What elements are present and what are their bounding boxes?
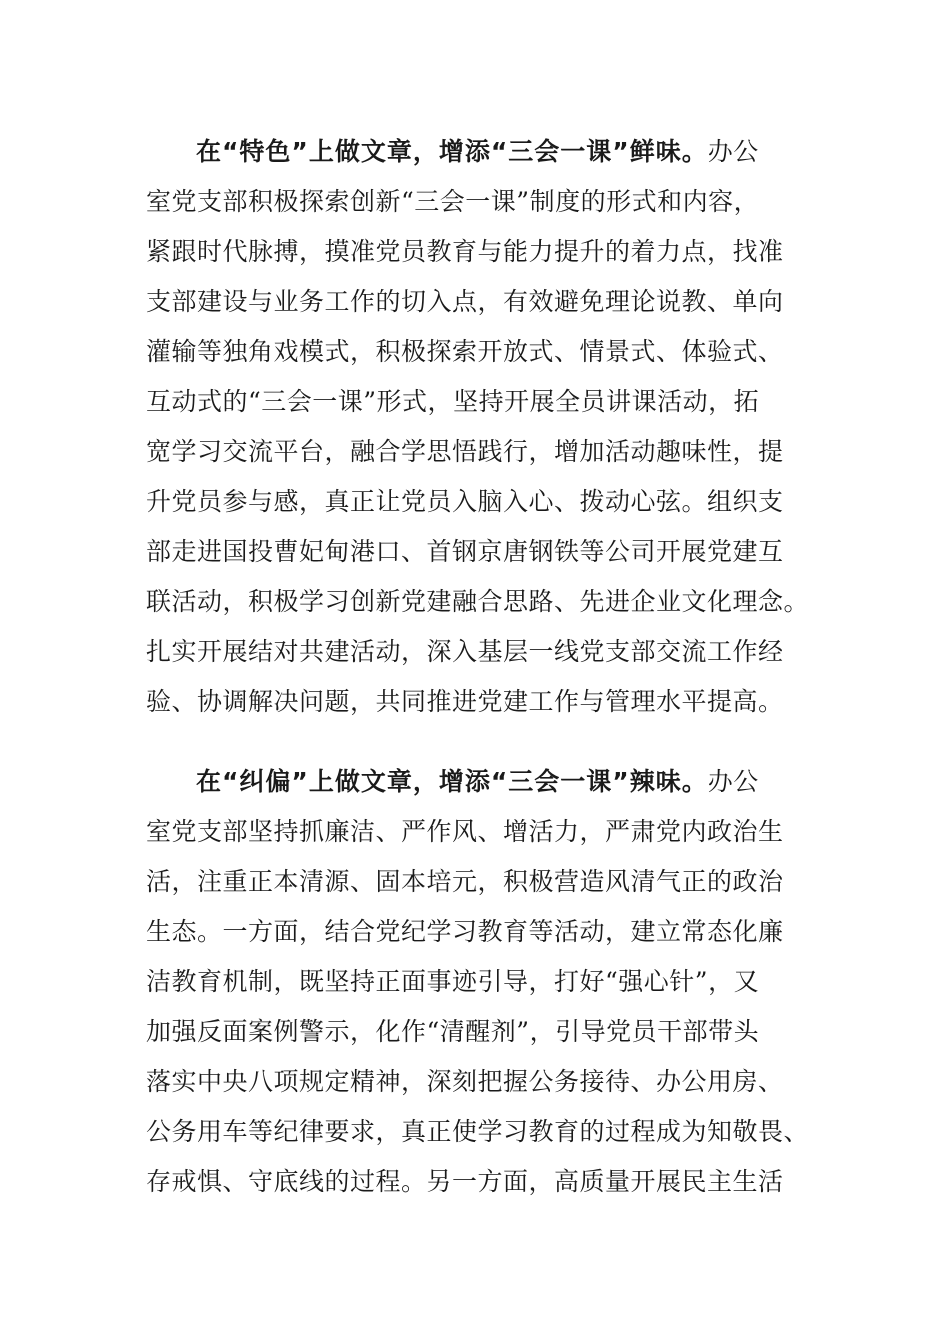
paragraph-text: 办公: [707, 137, 759, 166]
paragraph-line: 支部建设与业务工作的切入点，有效避免理论说教、单向: [146, 287, 784, 316]
paragraph-characteristics: [146, 127, 810, 727]
paragraph-line: 升党员参与感，真正让党员入脑入心、拨动心弦。组织支: [146, 487, 784, 516]
paragraph-first-line: [146, 757, 806, 807]
paragraph-heading: 在“纠偏”上做文章，增添“三会一课”辣味。: [196, 767, 708, 796]
paragraph-line: 活，注重正本清源、固本培元，积极营造风清气正的政治: [146, 867, 784, 896]
paragraph-line: 扎实开展结对共建活动，深入基层一线党支部交流工作经: [146, 637, 784, 666]
paragraph-line: 联活动，积极学习创新党建融合思路、先进企业文化理念。: [146, 587, 810, 616]
paragraph-line: 灌输等独角戏模式，积极探索开放式、情景式、体验式、: [146, 337, 784, 366]
paragraph-line: 部走进国投曹妃甸港口、首钢京唐钢铁等公司开展党建互: [146, 537, 784, 566]
paragraph-line: 落实中央八项规定精神，深刻把握公务接待、办公用房、: [146, 1067, 784, 1096]
paragraph-line: 验、协调解决问题，共同推进党建工作与管理水平提高。: [146, 687, 784, 716]
paragraph-line: 宽学习交流平台，融合学思悟践行，增加活动趣味性，提: [146, 437, 784, 466]
paragraph-first-line: [146, 127, 806, 177]
paragraph-line: 公务用车等纪律要求，真正使学习教育的过程成为知敬畏、: [146, 1117, 810, 1146]
paragraph-text: 办公: [707, 767, 759, 796]
paragraph-line: 室党支部坚持抓廉洁、严作风、增活力，严肃党内政治生: [146, 817, 784, 846]
paragraph-line: 加强反面案例警示，化作“清醒剂”，引导党员干部带头: [146, 1017, 760, 1046]
paragraph-line: 存戒惧、守底线的过程。另一方面，高质量开展民主生活: [146, 1167, 784, 1196]
paragraph-line: 生态。一方面，结合党纪学习教育等活动，建立常态化廉: [146, 917, 784, 946]
paragraph-line: 互动式的“三会一课”形式，坚持开展全员讲课活动，拓: [146, 387, 760, 416]
paragraph-line: 室党支部积极探索创新“三会一课”制度的形式和内容，: [146, 187, 760, 216]
paragraph-correction: [146, 757, 810, 1207]
paragraph-line: 洁教育机制，既坚持正面事迹引导，打好“强心针”，又: [146, 967, 760, 996]
paragraph-line: 紧跟时代脉搏，摸准党员教育与能力提升的着力点，找准: [146, 237, 784, 266]
paragraph-heading: 在“特色”上做文章，增添“三会一课”鲜味。: [196, 137, 708, 166]
